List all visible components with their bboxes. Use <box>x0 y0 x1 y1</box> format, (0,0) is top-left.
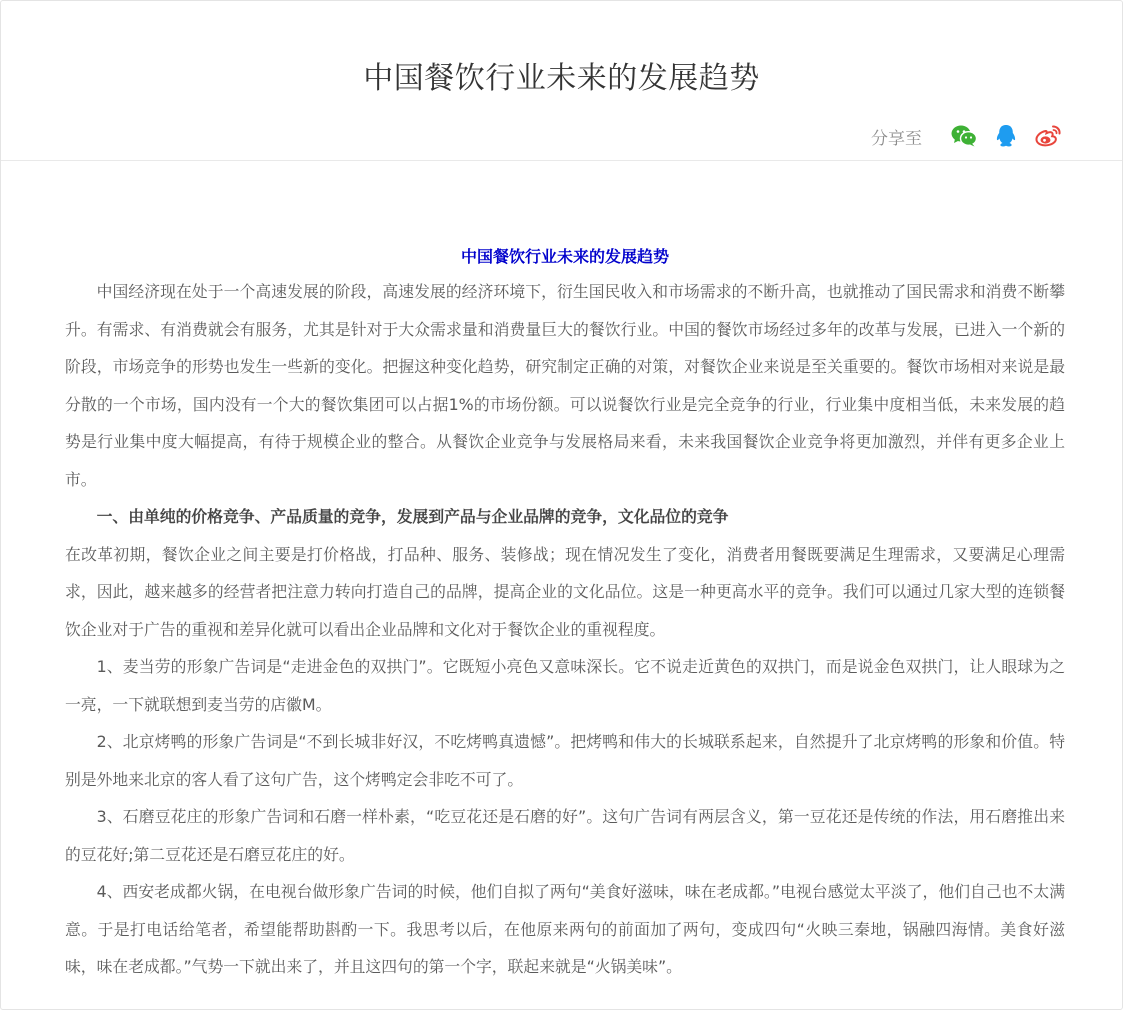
qq-icon[interactable] <box>992 123 1020 149</box>
weibo-icon[interactable] <box>1034 123 1062 149</box>
article-heading: 中国餐饮行业未来的发展趋势 <box>460 247 669 266</box>
share-bar <box>871 123 1062 149</box>
list-item-3: 3、石磨豆花庄的形象广告词和石磨一样朴素，“吃豆花还是石磨的好”。这句广告词有两层含义，第一豆花还是传统的作法，用石磨推出来的豆花好;第二豆花还是石磨豆花庄的好。 <box>65 807 1065 864</box>
article-header <box>1 1 1122 161</box>
page-title: 中国餐饮行业未来的发展趋势 <box>363 61 760 96</box>
intro-paragraph: 中国经济现在处于一个高速发展的阶段，高速发展的经济环境下，衍生国民收入和市场需求的不断升高，也就推动了国民需求和消费不断攀升。有需求、有消费就会有服务，尤其是针对于大众需求量和消费量巨大的餐饮行业。中国的餐饮市场经过多年的改革与发展，已进入一个新的阶段，市场竞争的形势也发生一些新的变化。把握这种变化趋势，研究制定正确的对策，对餐饮企业来说是至关重要的。餐饮市场相对来说是最分散的一个市场，国内没有一个大的餐饮集团可以占据1%的市场份额。可以说餐饮行业是完全竞争的行业，行业集中度相当低，未来发展的趋势是行业集中度大幅提高，有待于规模企业的整合。从餐饮企业竞争与发展格局来看，未来我国餐饮企业竞争将更加激烈，并伴有更多企业上市。 <box>65 282 1065 489</box>
wechat-icon[interactable] <box>950 123 978 149</box>
list-item-2: 2、北京烤鸭的形象广告词是“不到长城非好汉，不吃烤鸭真遗憾”。把烤鸭和伟大的长城联系起来，自然提升了北京烤鸭的形象和价值。特别是外地来北京的客人看了这句广告，这个烤鸭定会非吃不可了。 <box>65 732 1065 789</box>
section-heading: 一、由单纯的价格竞争、产品质量的竞争，发展到产品与企业品牌的竞争，文化品位的竞争 <box>96 507 729 526</box>
article-body <box>65 241 1065 986</box>
share-label: 分享至 <box>871 128 922 149</box>
section-paragraph: 在改革初期，餐饮企业之间主要是打价格战，打品种、服务、装修战；现在情况发生了变化，消费者用餐既要满足生理需求，又要满足心理需求，因此，越来越多的经营者把注意力转向打造自己的品牌，提高企业的文化品位。这是一种更高水平的竞争。我们可以通过几家大型的连锁餐饮企业对于广告的重视和差异化就可以看出企业品牌和文化对于餐饮企业的重视程度。 <box>65 544 1065 639</box>
list-item-4: 4、西安老成都火锅，在电视台做形象广告词的时候，他们自拟了两句“美食好滋味，味在老成都。”电视台感觉太平淡了，他们自己也不太满意。于是打电话给笔者，希望能帮助斟酌一下。我思考以后，在他原来两句的前面加了两句，变成四句“火映三秦地，锅融四海情。美食好滋味，味在老成都。”气势一下就出来了，并且这四句的第一个字，联起来就是“火锅美味”。 <box>65 882 1065 976</box>
list-item-1: 1、麦当劳的形象广告词是“走进金色的双拱门”。它既短小亮色又意味深长。它不说走近黄色的双拱门，而是说金色双拱门，让人眼球为之一亮，一下就联想到麦当劳的店徽M。 <box>65 657 1065 714</box>
